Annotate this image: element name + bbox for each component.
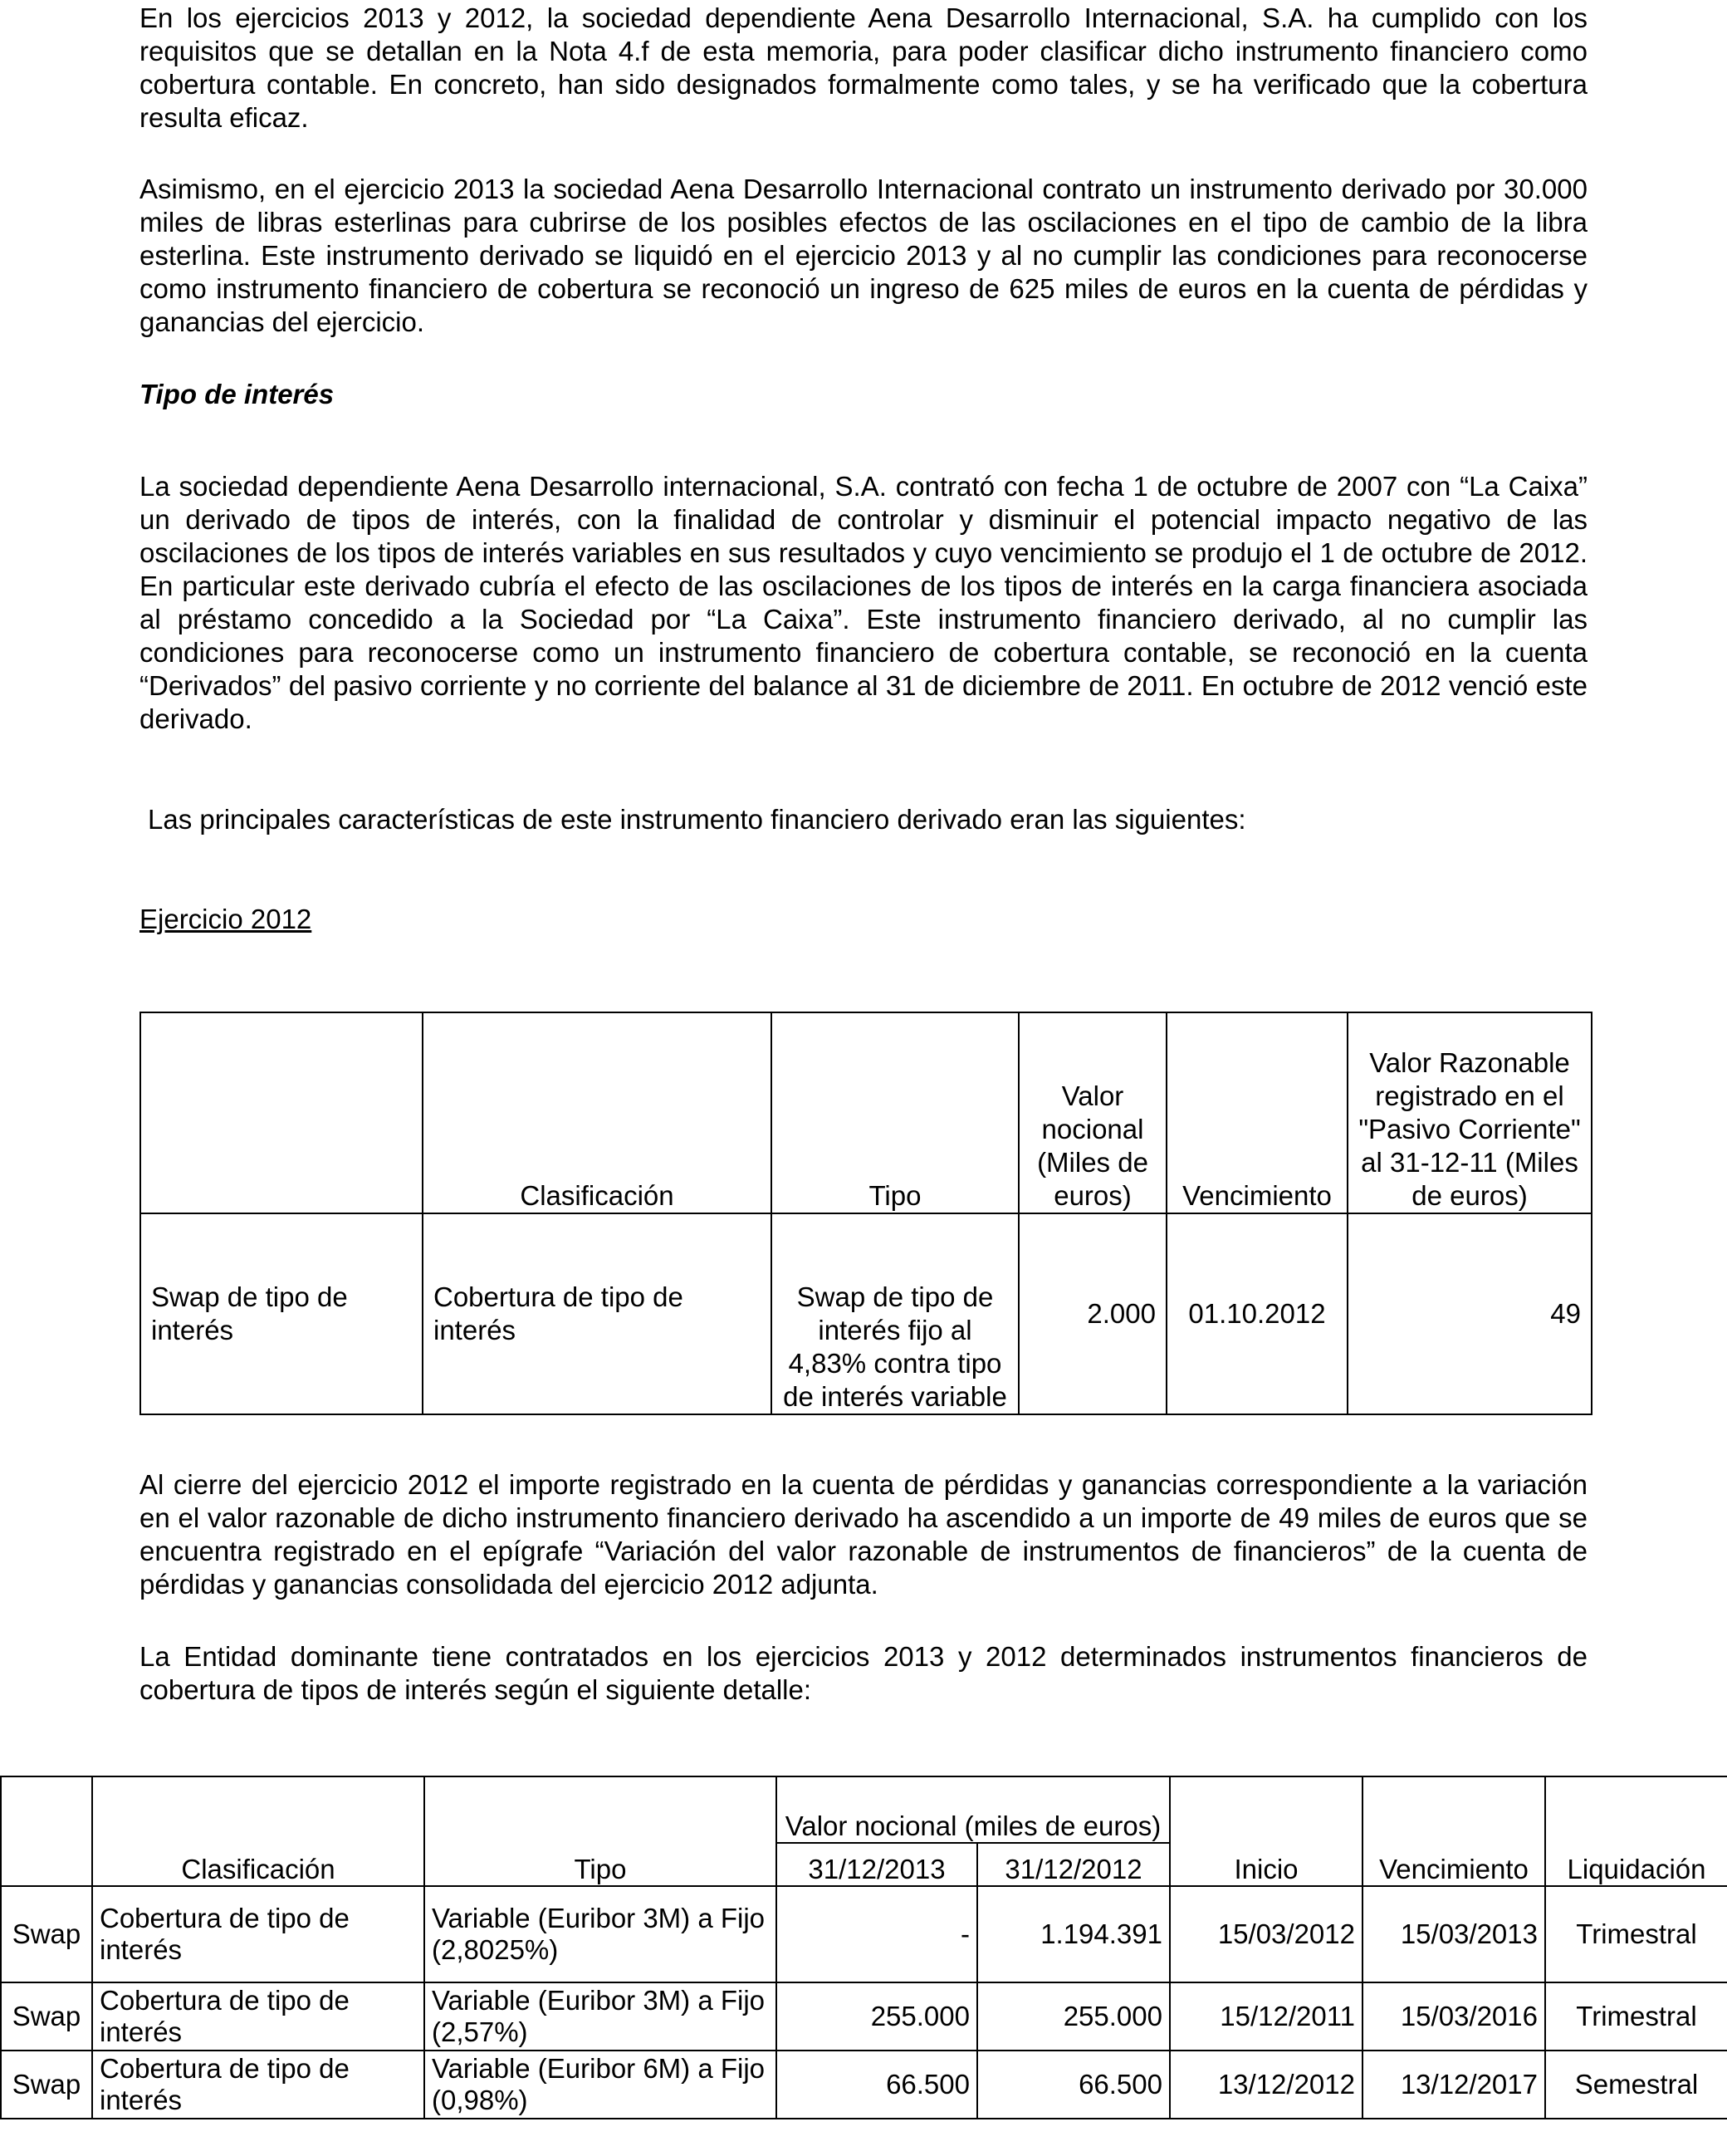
table-cell: 01.10.2012 (1167, 1213, 1348, 1414)
paragraph-cobertura-contable: En los ejercicios 2013 y 2012, la sociedad dependiente Aena Desarrollo Internacional, S.A. ha cumplido con los requisitos que se detallan en la Nota 4.f de esta memoria, para poder clasificar dicho instrumento financiero como cobertura contable. En concreto, han sido designados formalmente como tales, y se ha verificado que la cobertura resulta eficaz. (139, 2, 1588, 133)
table-cell: 255.000 (977, 1982, 1170, 2051)
table-cell: 2.000 (1019, 1213, 1167, 1414)
table-header-cell: Tipo (424, 1776, 776, 1886)
table-cell: Cobertura de tipo de interés (423, 1213, 771, 1414)
table-row (1, 2051, 1727, 2119)
table-cell: 13/12/2017 (1363, 2051, 1545, 2119)
table-cell: Trimestral (1545, 1886, 1727, 1982)
table-cell: 15/03/2016 (1363, 1982, 1545, 2051)
table-header-cell: 31/12/2012 (977, 1843, 1170, 1886)
table-cell: Cobertura de tipo de interés (92, 1886, 424, 1982)
table-header-cell: Clasificación (423, 1012, 771, 1213)
section-heading-tipo-interes: Tipo de interés (139, 379, 335, 409)
paragraph-derivado-la-caixa: La sociedad dependiente Aena Desarrollo internacional, S.A. contrató con fecha 1 de octubre de 2007 con “La Caixa” un derivado de tipos de interés, con la finalidad de controlar y disminuir el potencial impacto negativo de las oscilaciones de los tipos de interés variables en sus resultados y cuyo vencimiento se produjo el 1 de octubre de 2012. En particular este derivado cubría el efecto de las oscilaciones de los tipos de interés en la carga financiera asociada al préstamo concedido a la Sociedad por “La Caixa”. Este instrumento financiero derivado, al no cumplir las condiciones para reconocerse como un instrumento financiero de cobertura contable, se reconoció en la cuenta “Derivados” del pasivo corriente y no corriente del balance al 31 de diciembre de 2011. En octubre de 2012 venció este derivado. (139, 471, 1588, 734)
table-cell: 15/03/2013 (1363, 1886, 1545, 1982)
table-cell: 66.500 (977, 2051, 1170, 2119)
table-cell: Swap de tipo de interés fijo al 4,83% contra tipo de interés variable (771, 1213, 1019, 1414)
paragraph-caracteristicas: Las principales características de este instrumento financiero derivado eran las siguientes: (148, 804, 1246, 835)
subheading-ejercicio-2012: Ejercicio 2012 (139, 904, 312, 934)
table-header-cell (1, 1776, 92, 1886)
table-header-cell: Clasificación (92, 1776, 424, 1886)
table-header-cell: Valor nocional (miles de euros) (776, 1776, 1170, 1843)
table-cell: Variable (Euribor 6M) a Fijo (0,98%) (424, 2051, 776, 2119)
table-cell: Cobertura de tipo de interés (92, 1982, 424, 2051)
table-cell: Variable (Euribor 3M) a Fijo (2,8025%) (424, 1886, 776, 1982)
table-cell: Swap (1, 2051, 92, 2119)
table-cell: 15/12/2011 (1170, 1982, 1363, 2051)
derivative-table-2012 (139, 1012, 1592, 1415)
table-header-cell (140, 1012, 423, 1213)
table-cell: Trimestral (1545, 1982, 1727, 2051)
hedging-instruments-table (0, 1776, 1727, 2119)
table-cell: Variable (Euribor 3M) a Fijo (2,57%) (424, 1982, 776, 2051)
table-header-cell: 31/12/2013 (776, 1843, 977, 1886)
table-row (1, 1886, 1727, 1982)
table-header-cell: Vencimiento (1167, 1012, 1348, 1213)
table-cell: Semestral (1545, 2051, 1727, 2119)
table-cell: 255.000 (776, 1982, 977, 2051)
table-cell: Swap (1, 1982, 92, 2051)
table-header-cell: Liquidación (1545, 1776, 1727, 1886)
table-row (1, 1982, 1727, 2051)
table-cell: 49 (1348, 1213, 1592, 1414)
table-header-cell: Tipo (771, 1012, 1019, 1213)
paragraph-libras-esterlinas: Asimismo, en el ejercicio 2013 la sociedad Aena Desarrollo Internacional contrato un instrumento derivado por 30.000 miles de libras esterlinas para cubrirse de los posibles efectos de las oscilaciones en el tipo de cambio de la libra esterlina. Este instrumento derivado se liquidó en el ejercicio 2013 y al no cumplir las condiciones para reconocerse como instrumento financiero de cobertura se reconoció un ingreso de 625 miles de euros en la cuenta de pérdidas y ganancias del ejercicio. (139, 174, 1588, 337)
table-cell: 1.194.391 (977, 1886, 1170, 1982)
table-header-row (1, 1776, 1727, 1843)
table-cell: Cobertura de tipo de interés (92, 2051, 424, 2119)
table-cell: Swap (1, 1886, 92, 1982)
table-cell: - (776, 1886, 977, 1982)
table-header-row (140, 1012, 1592, 1213)
paragraph-entidad-dominante: La Entidad dominante tiene contratados en los ejercicios 2013 y 2012 determinados instrumentos financieros de cobertura de tipos de interés según el siguiente detalle: (139, 1641, 1588, 1705)
table-cell: Swap de tipo de interés (140, 1213, 423, 1414)
table-row (140, 1213, 1592, 1414)
table-cell: 66.500 (776, 2051, 977, 2119)
table-header-cell: Valor nocional (Miles de euros) (1019, 1012, 1167, 1213)
table-header-cell: Vencimiento (1363, 1776, 1545, 1886)
table-header-cell: Inicio (1170, 1776, 1363, 1886)
paragraph-cierre-ejercicio: Al cierre del ejercicio 2012 el importe registrado en la cuenta de pérdidas y ganancias correspondiente a la variación en el valor razonable de dicho instrumento financiero derivado ha ascendido a un importe de 49 miles de euros que se encuentra registrado en el epígrafe “Variación del valor razonable de instrumentos de financieros” de la cuenta de pérdidas y ganancias consolidada del ejercicio 2012 adjunta. (139, 1469, 1588, 1600)
table-cell: 13/12/2012 (1170, 2051, 1363, 2119)
table-cell: 15/03/2012 (1170, 1886, 1363, 1982)
table-header-cell: Valor Razonable registrado en el "Pasivo Corriente" al 31-12-11 (Miles de euros) (1348, 1012, 1592, 1213)
